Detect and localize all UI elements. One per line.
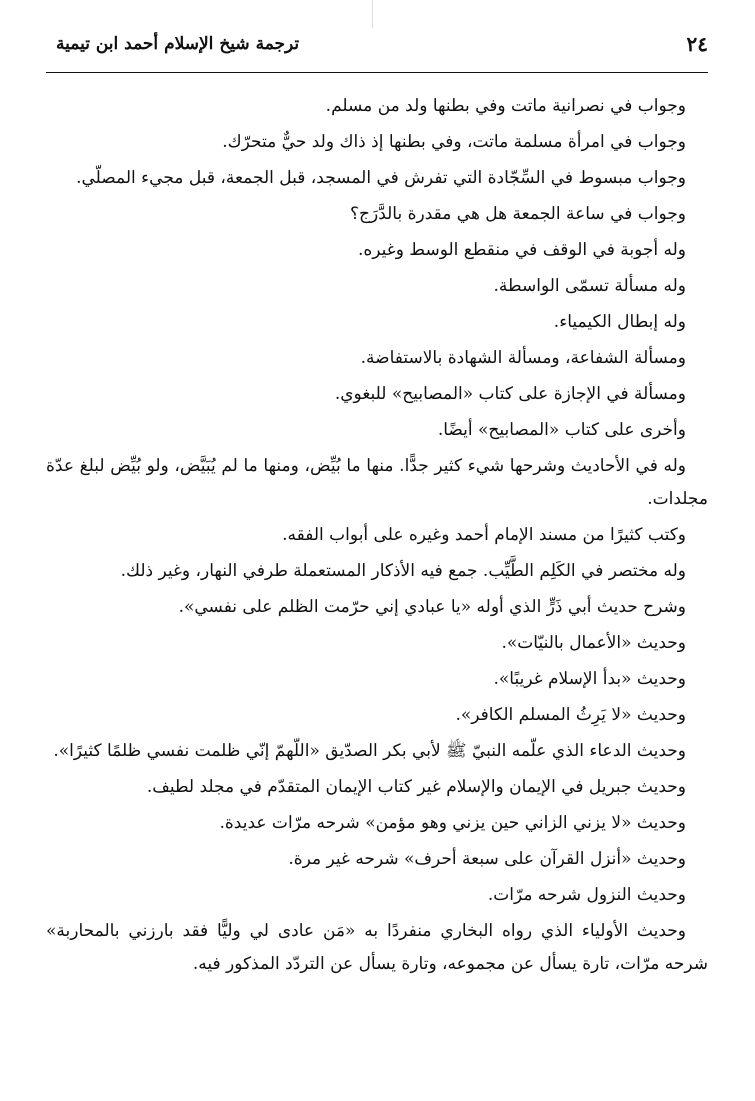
paragraph: وحديث الأولياء الذي رواه البخاري منفردًا به «مَن عادى لي وليًّا فقد بارزني بالمحاربة» شرحه مرّات، تارة يسأل عن مجموعه، وتارة يسأل عن التردّد المذكور فيه.	[46, 921, 708, 974]
scan-artifact-line	[372, 0, 373, 28]
paragraph: ومسألة الشفاعة، ومسألة الشهادة بالاستفاضة.	[360, 348, 686, 368]
header-divider	[46, 72, 708, 73]
paragraph: وكتب كثيرًا من مسند الإمام أحمد وغيره على أبواب الفقه.	[282, 525, 686, 545]
paragraph: وجواب مبسوط في السِّجّادة التي تفرش في المسجد، قبل الجمعة، قبل مجيء المصلّي.	[76, 168, 686, 188]
paragraph: وجواب في امرأة مسلمة ماتت، وفي بطنها إذ ذاك ولد حيٌّ متحرّك.	[222, 132, 686, 152]
paragraph: وجواب في ساعة الجمعة هل هي مقدرة بالدَّرَج؟	[350, 204, 686, 224]
paragraph: وشرح حديث أبي ذَرٍّ الذي أوله «يا عبادي إني حرّمت الظلم على نفسي».	[178, 597, 686, 617]
paragraph: وحديث النزول شرحه مرّات.	[487, 885, 686, 905]
running-title: ترجمة شيخ الإسلام أحمد ابن تيمية	[56, 34, 300, 54]
paragraph: وله في الأحاديث وشرحها شيء كثير جدًّا. منها ما بُيِّض، ومنها ما لم يُبَيَّض، ولو بُيِّض لبلغ عدّة مجلدات.	[46, 456, 708, 509]
paragraph: وحديث «لا يَرِثُ المسلم الكافر».	[455, 705, 686, 725]
paragraph: وحديث «أنزل القرآن على سبعة أحرف» شرحه غير مرة.	[288, 849, 686, 869]
paragraph: وحديث «لا يزني الزاني حين يزني وهو مؤمن» شرحه مرّات عديدة.	[219, 813, 686, 833]
paragraph: وله مسألة تسمّى الواسطة.	[493, 276, 686, 296]
paragraph: وحديث «بدأ الإسلام غريبًا».	[493, 669, 686, 689]
paragraph: ومسألة في الإجازة على كتاب «المصابيح» للبغوي.	[334, 384, 686, 404]
paragraph: وجواب في نصرانية ماتت وفي بطنها ولد من مسلم.	[325, 96, 686, 116]
page-header	[46, 30, 708, 68]
paragraph: وأخرى على كتاب «المصابيح» أيضًا.	[437, 420, 686, 440]
paragraph: وحديث جبريل في الإيمان والإسلام غير كتاب الإيمان المتقدّم في مجلد لطيف.	[146, 777, 686, 797]
paragraph: وحديث الدعاء الذي علّمه النبيّ ﷺ لأبي بكر الصدّيق «اللّهمّ إنّي ظلمت نفسي ظلمًا كثيرًا».	[53, 741, 686, 761]
body-text	[46, 90, 708, 984]
paragraph: وحديث «الأعمال بالنيّات».	[501, 633, 686, 653]
paragraph: وله أجوبة في الوقف في منقطع الوسط وغيره.	[357, 240, 686, 260]
paragraph: وله إبطال الكيمياء.	[553, 312, 686, 332]
page-number: ٢٤	[686, 32, 708, 56]
paragraph: وله مختصر في الكَلِم الطَّيِّب. جمع فيه الأذكار المستعملة طرفي النهار، وغير ذلك.	[120, 561, 686, 581]
